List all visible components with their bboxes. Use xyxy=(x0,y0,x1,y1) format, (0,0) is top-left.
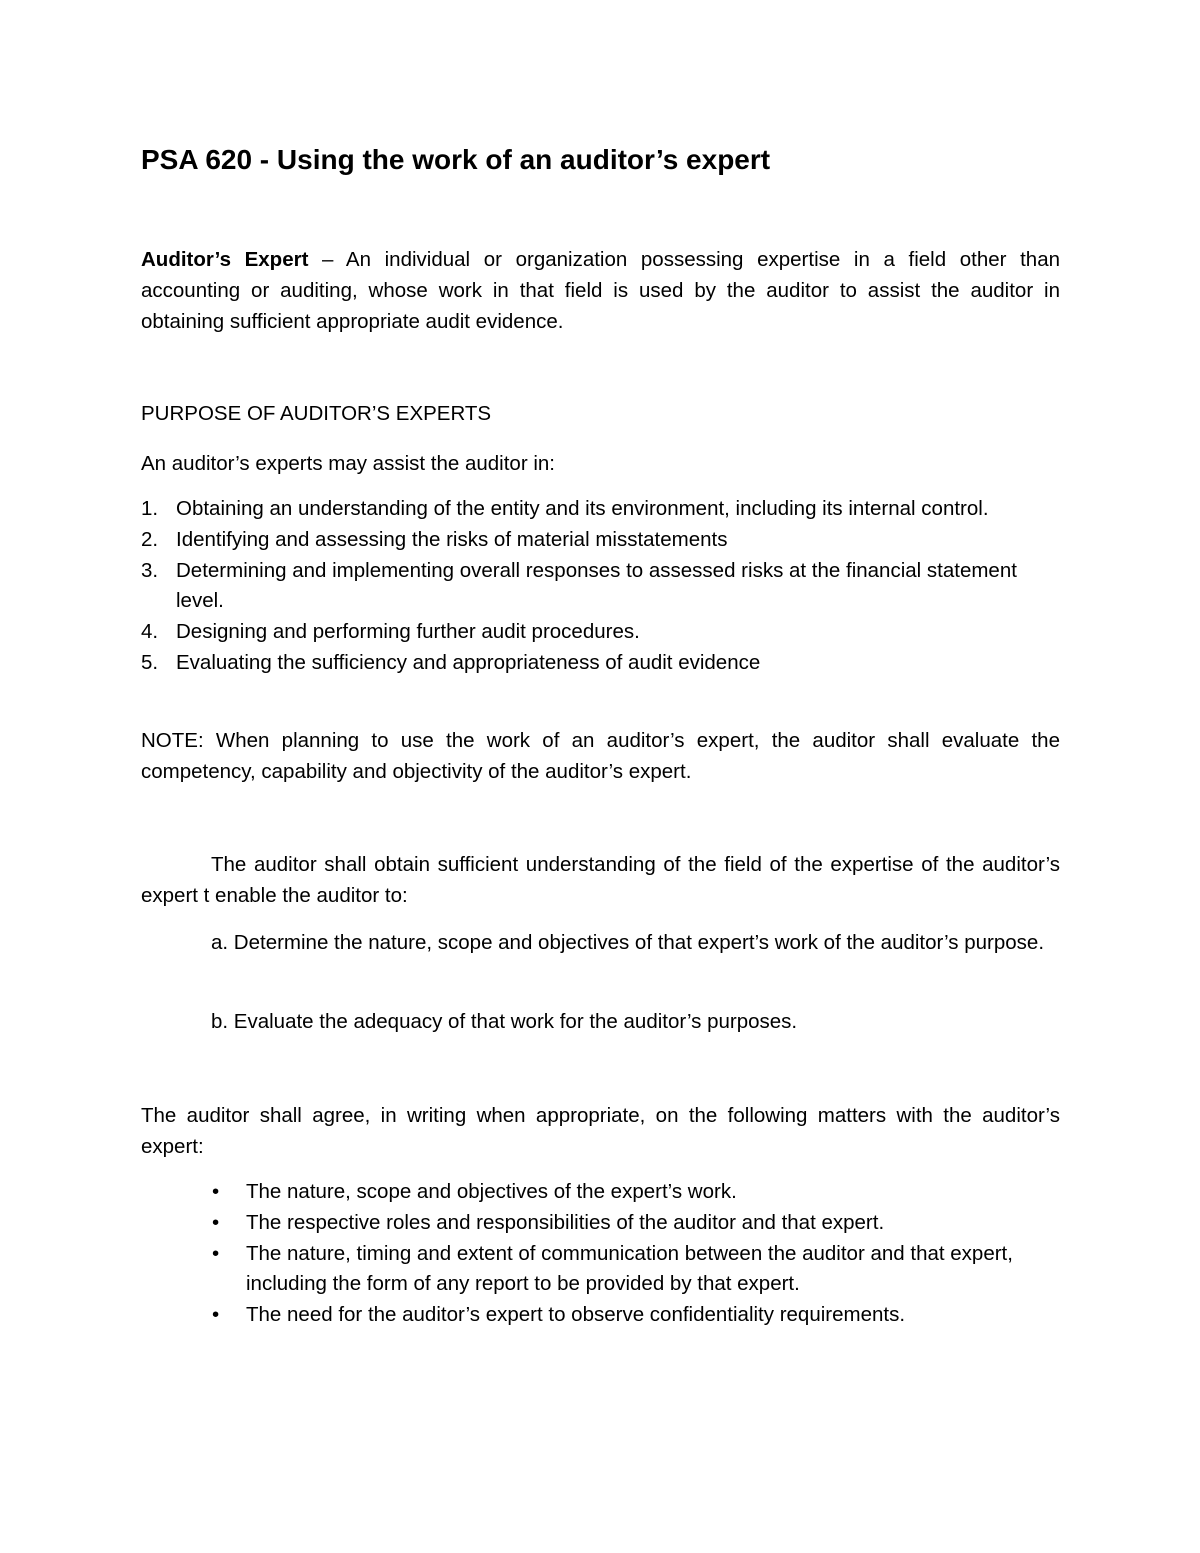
list-number: 2. xyxy=(141,527,159,551)
list-number: 5. xyxy=(141,650,159,674)
list-number: 3. xyxy=(141,558,159,582)
list-item-text: The need for the auditor’s expert to observe confidentiality requirements. xyxy=(246,1303,906,1327)
list-item xyxy=(141,1239,1060,1301)
list-item xyxy=(141,1177,1060,1208)
purpose-heading: PURPOSE OF AUDITOR’S EXPERTS xyxy=(141,402,492,425)
list-item-text: Identifying and assessing the risks of material misstatements xyxy=(176,527,728,551)
list-item xyxy=(141,648,1060,679)
list-number: 4. xyxy=(141,620,159,644)
note-paragraph: NOTE: When planning to use the work of an auditor’s expert, the auditor shall evaluate the competency, capability and objectivity of the auditor’s expert. xyxy=(141,729,1060,783)
bullet-icon: • xyxy=(212,1303,220,1327)
list-number: 1. xyxy=(141,497,159,520)
understanding-item-b: b. Evaluate the adequacy of that work for the auditor’s purposes. xyxy=(211,1010,798,1033)
list-item-text: Designing and performing further audit procedures. xyxy=(176,620,640,644)
list-item-text: The respective roles and responsibilities of the auditor and that expert. xyxy=(246,1210,885,1234)
definition-paragraph xyxy=(141,244,1060,337)
list-item-text: The nature, timing and extent of communication between the auditor and that expert, including the form of any report to be provided by that expert. xyxy=(246,1241,1013,1296)
list-item xyxy=(141,556,1060,618)
understanding-item-a: a. Determine the nature, scope and objectives of that expert’s work of the auditor’s purpose. xyxy=(211,931,1045,954)
bullet-icon: • xyxy=(212,1180,220,1203)
agree-intro: The auditor shall agree, in writing when appropriate, on the following matters with the auditor’s expert: xyxy=(141,1104,1060,1158)
purpose-intro: An auditor’s experts may assist the auditor in: xyxy=(141,452,556,475)
purpose-list xyxy=(141,494,1060,679)
document-title: PSA 620 - Using the work of an auditor’s expert xyxy=(141,144,771,175)
list-item xyxy=(141,494,1060,525)
bullet-icon: • xyxy=(212,1210,220,1234)
list-item-text: Obtaining an understanding of the entity and its environment, including its internal control. xyxy=(176,497,989,520)
list-item xyxy=(141,525,1060,556)
definition-term: Auditor’s Expert xyxy=(141,248,309,271)
list-item xyxy=(141,617,1060,648)
understanding-intro: The auditor shall obtain sufficient understanding of the field of the expertise of the auditor’s expert t enable the auditor to: xyxy=(141,853,1060,907)
list-item-text: The nature, scope and objectives of the expert’s work. xyxy=(246,1180,737,1203)
list-item-text: Evaluating the sufficiency and appropriateness of audit evidence xyxy=(176,650,761,674)
bullet-icon: • xyxy=(212,1241,220,1265)
list-item xyxy=(141,1300,1060,1331)
definition-text: – An individual or organization possessing expertise in a field other than accounting or auditing, whose work in that field is used by the auditor to assist the auditor in obtaining sufficient appropriate audit evidence. xyxy=(141,248,1060,333)
agree-list xyxy=(141,1177,1060,1331)
list-item xyxy=(141,1208,1060,1239)
list-item-text: Determining and implementing overall responses to assessed risks at the financial statement level. xyxy=(176,558,1017,613)
